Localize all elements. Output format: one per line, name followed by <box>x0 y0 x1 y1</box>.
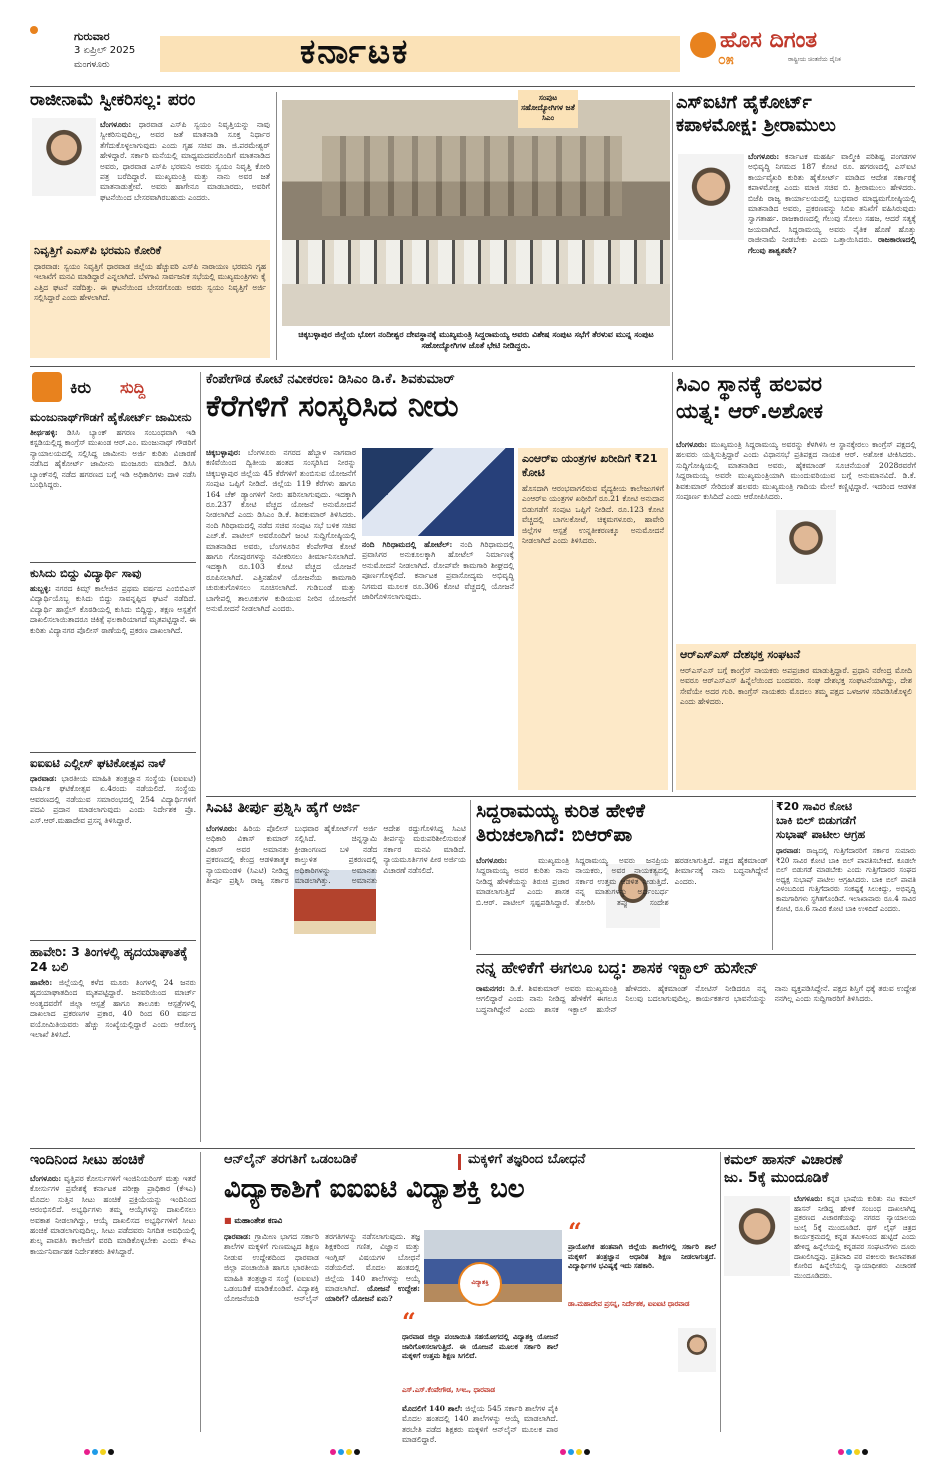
brief-dateline: ಧಾರವಾಡ: <box>30 774 57 783</box>
story-body <box>30 1174 196 1424</box>
body-text: ರಾಜ್ಯದಲ್ಲಿ ಗುತ್ತಿಗೆದಾರರಿಗೆ ಸರ್ಕಾರ ಸುಮಾರು ₹20 ಸಾವಿರ ಕೋಟಿ ಬಾಕಿ ಬಿಲ್ ಪಾವತಿಸಬೇಕಿದೆ. ಕೂಡಲೇ ಬಿಲ್ ಬಿಡುಗಡೆ ಮಾಡಬೇಕು ಎಂದು ಗುತ್ತಿಗೆದಾರರ ಸಂಘದ ಅಧ್ಯಕ್ಷ ಸುಭಾಷ್ ಪಾಟೀಲ ಆಗ್ರಹಿಸಿದರು. ಬಾಕಿ ಬಿಲ್ ಪಾವತಿ ವಿಳಂಬದಿಂದ ಗುತ್ತಿಗೆದಾರರು ಸಂಕಷ್ಟಕ್ಕೆ ಸಿಲುಕಿದ್ದು, ಅಭಿವೃದ್ಧಿ ಕಾಮಗಾರಿಗಳು ಸ್ಥಗಿತಗೊಂಡಿವೆ. ಇಲಾಖಾವಾರು ರೂ.4 ಸಾವಿರ ಕೋಟಿ, ರೂ.6 ಸಾವಿರ ಕೋಟಿ ಬಾಕಿ ಉಳಿದಿದೆ ಎಂದರು. <box>776 847 916 913</box>
story-cet <box>206 800 466 1144</box>
page-number: ೦೫ <box>718 52 734 68</box>
body-text: ಹಿರಿಯ ಪೊಲೀಸ್ ಅಧಿಕಾರಿ ವಿಕಾಸ್ ಕುಮಾರ್ ವಿಕಾಸ್ ಅವರ ಅಮಾನತು ಪ್ರಕರಣದಲ್ಲಿ ಕೇಂದ್ರ ಆಡಳಿತಾತ್ಮಕ ನ್ಯಾಯಮಂಡಳಿ (ಸಿಎಟಿ) ನೀಡಿದ್ದ ತೀರ್ಪು ಪ್ರಶ್ನಿಸಿ ರಾಜ್ಯ ಸರ್ಕಾರ ಬುಧವಾರ ಹೈಕೋರ್ಟ್‌ಗೆ ಅರ್ಜಿ ಸಲ್ಲಿಸಿದೆ. ಚಿನ್ನಸ್ವಾಮಿ ಕ್ರೀಡಾಂಗಣದ ಬಳಿ ನಡೆದ ಕಾಲ್ತುಳಿತ ಪ್ರಕರಣದಲ್ಲಿ ಅಧಿಕಾರಿಗಳನ್ನು ಅಮಾನತು ಮಾಡಲಾಗಿತ್ತು. ಅಮಾನತು ಆದೇಶ ರದ್ದುಗೊಳಿಸಿದ್ದ ಸಿಎಟಿ ತೀರ್ಪನ್ನು ಮರುಪರಿಶೀಲಿಸುವಂತೆ ಸರ್ಕಾರ ಮನವಿ ಮಾಡಿದೆ. ನ್ಯಾಯಮೂರ್ತಿಗಳ ಪೀಠ ಅರ್ಜಿಯ ವಿಚಾರಣೆ ನಡೆಸಲಿದೆ. <box>206 824 466 886</box>
story-body <box>476 856 768 950</box>
mri-body: ಹೊಸದಾಗಿ ಆರಂಭವಾಗಲಿರುವ ವೈದ್ಯಕೀಯ ಕಾಲೇಜುಗಳಿಗೆ ಎಂಆರ್‌ಐ ಯಂತ್ರಗಳ ಖರೀದಿಗೆ ರೂ.21 ಕೋಟಿ ಅನುದಾನ ಬಿಡುಗಡೆಗೆ ಸಂಪುಟ ಒಪ್ಪಿಗೆ ನೀಡಿದೆ. ರೂ.123 ಕೋಟಿ ವೆಚ್ಚದಲ್ಲಿ ಬಾಗಲಕೋಟೆ, ಚಿಕ್ಕಮಗಳೂರು, ಹಾವೇರಿ ಜಿಲ್ಲೆಗಳ ಆಸ್ಪತ್ರೆ ಉನ್ನತೀಕರಣಕ್ಕೂ ಅನುಮೋದನೆ ನೀಡಲಾಗಿದೆ ಎಂದು ತಿಳಿಸಿದರು. <box>522 484 664 546</box>
brief-headline: ಕುಸಿದು ಬಿದ್ದು ವಿದ್ಯಾರ್ಥಿ ಸಾವು <box>30 566 142 580</box>
headline-line-1: ಕಮಲ್ ಹಾಸನ್ ವಿಚಾರಣೆ <box>724 1152 843 1168</box>
registration-marks-left <box>84 1440 116 1459</box>
brief-dateline: ತೀರ್ಥಹಳ್ಳಿ: <box>30 428 58 437</box>
body-text: ಗ್ರಾಮೀಣ ಭಾಗದ ಸರ್ಕಾರಿ ಶಾಲೆಗಳ ಮಕ್ಕಳಿಗೆ ಗುಣಮಟ್ಟದ ಶಿಕ್ಷಣ ನೀಡುವ ಉದ್ದೇಶದಿಂದ ಧಾರವಾಡ ಜಿಲ್ಲಾ ಪಂಚಾಯಿತಿ ಹಾಗೂ ಭಾರತೀಯ ಮಾಹಿತಿ ತಂತ್ರಜ್ಞಾನ ಸಂಸ್ಥೆ (ಐಐಐಟಿ) ಒಡಂಬಡಿಕೆ ಮಾಡಿಕೊಂಡಿವೆ. ವಿದ್ಯಾಶಕ್ತಿ ಯೋಜನೆಯಡಿ ಆನ್‌ಲೈನ್ ತರಗತಿಗಳನ್ನು ನಡೆಸಲಾಗುವುದು. ತಜ್ಞ ಶಿಕ್ಷಕರಿಂದ ಗಣಿತ, ವಿಜ್ಞಾನ ಮತ್ತು ಇಂಗ್ಲಿಷ್ ವಿಷಯಗಳ ಬೋಧನೆ ನಡೆಯಲಿದೆ. ಮೊದಲ ಹಂತದಲ್ಲಿ ಜಿಲ್ಲೆಯ 140 ಶಾಲೆಗಳನ್ನು ಆಯ್ಕೆ ಮಾಡಲಾಗಿದೆ. <box>224 1232 420 1304</box>
registration-marks-center <box>330 1440 362 1459</box>
headline-line-2: ಯತ್ನ: ಆರ್.ಅಶೋಕ <box>676 399 823 423</box>
photo-label: ಸಂಪುಟ ಸಹೋದ್ಯೋಗಿಗಳ ಜತೆ ಸಿಎಂ <box>518 90 578 128</box>
headline: ನನ್ನ ಹೇಳಿಕೆಗೆ ಈಗಲೂ ಬದ್ಧ: ಶಾಸಕ ಇಕ್ಬಾಲ್ ಹುಸೇನ್ <box>476 958 759 977</box>
headline: ಸಿಎಟಿ ತೀರ್ಪು ಪ್ರಶ್ನಿಸಿ ಹೈಗೆ ಅರ್ಜಿ <box>206 800 360 816</box>
extra-label: ಮೊದಲಿಗೆ 140 ಶಾಲೆ: <box>402 1404 463 1413</box>
masthead-day: ಗುರುವಾರ <box>74 30 110 43</box>
kiru-suddi-header <box>30 372 196 406</box>
headline: ಇಂದಿನಿಂದ ಸೀಟು ಹಂಚಿಕೆ <box>30 1152 145 1168</box>
body-text: ಕನ್ನಡ ಭಾಷೆಯ ಕುರಿತು ನಟ ಕಮಲ್ ಹಾಸನ್ ನೀಡಿದ್ದ ಹೇಳಿಕೆ ಸಂಬಂಧ ದಾಖಲಾಗಿದ್ದ ಪ್ರಕರಣದ ವಿಚಾರಣೆಯನ್ನು ನಗರದ ನ್ಯಾಯಾಲಯ ಜುಲೈ 5ಕ್ಕೆ ಮುಂದೂಡಿದೆ. ಥಗ್ ಲೈಫ್ ಚಿತ್ರದ ಕಾರ್ಯಕ್ರಮದಲ್ಲಿ ಕನ್ನಡ ತಮಿಳಿನಿಂದ ಹುಟ್ಟಿದೆ ಎಂದು ಹೇಳಿದ್ದ ಹಿನ್ನೆಲೆಯಲ್ಲಿ ಕನ್ನಡಪರ ಸಂಘಟನೆಗಳು ದೂರು ದಾಖಲಿಸಿದ್ದವು. ಪ್ರತಿವಾದಿ ಪರ ವಕೀಲರು ಕಾಲಾವಕಾಶ ಕೋರಿದ ಹಿನ್ನೆಲೆಯಲ್ಲಿ ನ್ಯಾಯಾಧೀಶರು ವಿಚಾರಣೆ ಮುಂದೂಡಿದರು. <box>794 1195 916 1280</box>
dk-press-photo <box>362 448 514 536</box>
byline-bullet-icon: ■ <box>224 1216 235 1225</box>
body-text: ಕರ್ನಾಟಕ ಮಹರ್ಷಿ ವಾಲ್ಮೀಕಿ ಪರಿಶಿಷ್ಟ ಪಂಗಡಗಳ ಅಭಿವೃದ್ಧಿ ನಿಗಮದ 187 ಕೋಟಿ ರೂ. ಹಗರಣದಲ್ಲಿ ಎಸ್‌ಐಟಿ ಕಾರ್ಯವೈಖರಿ ಕುರಿತು ಹೈಕೋರ್ಟ್ ಮಾಡಿದ ಆದೇಶ ಸರ್ಕಾರಕ್ಕೆ ಕಪಾಳಮೋಕ್ಷ ಎಂದು ಮಾಜಿ ಸಚಿವ ಬಿ. ಶ್ರೀರಾಮುಲು ಹೇಳಿದರು. ಬಿಜೆಪಿ ರಾಜ್ಯ ಕಾರ್ಯಾಲಯದಲ್ಲಿ ಬುಧವಾರ ಮಾಧ್ಯಮಗೋಷ್ಠಿಯಲ್ಲಿ ಮಾತನಾಡಿದ ಅವರು, ಪ್ರಕರಣವನ್ನು ಸಿಬಿಐ ತನಿಖೆಗೆ ವಹಿಸಿರುವುದು ಸ್ವಾಗತಾರ್ಹ. ರಾಜಕಾರಣದಲ್ಲಿ ಗೆಲುವು ಸೋಲು ಸಹಜ, ಆದರೆ ಸತ್ಯಕ್ಕೆ ಜಯವಾಗಿದೆ. ಸಿದ್ದರಾಮಯ್ಯ ಅವರು ನೈತಿಕ ಹೊಣೆ ಹೊತ್ತು ರಾಜೀನಾಮೆ ನೀಡಬೇಕು ಎಂದು ಒತ್ತಾಯಿಸಿದರು. <box>748 152 916 245</box>
brief-body: ಜಿಲ್ಲೆಯಲ್ಲಿ ಕಳೆದ ಮೂರು ತಿಂಗಳಲ್ಲಿ 24 ಜನರು ಹೃದಯಾಘಾತದಿಂದ ಮೃತಪಟ್ಟಿದ್ದಾರೆ. ಜನವರಿಯಿಂದ ಮಾರ್ಚ್ ಅಂತ್ಯದವರೆಗೆ ಜಿಲ್ಲಾ ಆಸ್ಪತ್ರೆ ಹಾಗೂ ತಾಲೂಕು ಆಸ್ಪತ್ರೆಗಳಲ್ಲಿ ದಾಖಲಾದ ಪ್ರಕರಣಗಳ ಪ್ರಕಾರ, 40 ರಿಂದ 60 ವರ್ಷದ ವಯೋಮಿತಿಯವರು ಹೆಚ್ಚು ಸಂಖ್ಯೆಯಲ್ಲಿದ್ದಾರೆ ಎಂದು ಆರೋಗ್ಯ ಇಲಾಖೆ ತಿಳಿಸಿದೆ. <box>30 978 196 1040</box>
masthead-city: ಮಂಗಳೂರು <box>74 60 110 70</box>
lead-photo-block <box>282 90 670 362</box>
story-body <box>776 846 916 942</box>
label-kiru: ಕಿರು <box>70 378 92 397</box>
dateline: ಬೆಂಗಳೂರು: <box>476 856 508 865</box>
rss-body: ಆರ್‌ಎಸ್‌ಎಸ್ ಬಗ್ಗೆ ಕಾಂಗ್ರೆಸ್ ನಾಯಕರು ಅಪಪ್ರಚಾರ ಮಾಡುತ್ತಿದ್ದಾರೆ. ಪ್ರಧಾನಿ ನರೇಂದ್ರ ಮೋದಿ ಅವರೂ ಆರ್‌ಎಸ್‌ಎಸ್ ಹಿನ್ನೆಲೆಯಿಂದ ಬಂದವರು. ಸಂಘ ದೇಶಭಕ್ತ ಸಂಘಟನೆಯಾಗಿದ್ದು, ದೇಶ ಸೇವೆಯೇ ಅದರ ಗುರಿ. ಕಾಂಗ್ರೆಸ್ ನಾಯಕರು ಮೊದಲು ತಮ್ಮ ಪಕ್ಷದ ಒಳಜಗಳ ಸರಿಪಡಿಸಿಕೊಳ್ಳಲಿ ಎಂದು ಹೇಳಿದರು. <box>680 666 912 707</box>
rss-headline: ಆರ್‌ಎಸ್‌ಎಸ್ ದೇಶಭಕ್ತ ಸಂಘಟನೆ <box>680 648 801 661</box>
dateline: ಬೆಂಗಳೂರು: <box>30 1174 62 1183</box>
kiru-suddi-column <box>30 372 196 1142</box>
brief-dateline: ಹಾವೇರಿ: <box>30 978 53 987</box>
body-text: ಧಾರವಾಡ ಎಸ್‌ಪಿ ಸ್ವಯಂ ನಿವೃತ್ತಿಯನ್ನು ನಾವು ಸ್ವೀಕರಿಸುವುದಿಲ್ಲ, ಅವರ ಜತೆ ಮಾತನಾಡಿ ಸೂಕ್ತ ನಿರ್ಧಾರ ತೆಗೆದುಕೊಳ್ಳಲಾಗುವುದು ಎಂದು ಗೃಹ ಸಚಿವ ಡಾ. ಜಿ.ಪರಮೇಶ್ವರ್ ಹೇಳಿದ್ದಾರೆ. ಸರ್ಕಾರಿ ಮನೆಯಲ್ಲಿ ಮಾಧ್ಯಮದವರೊಂದಿಗೆ ಮಾತನಾಡಿದ ಅವರು, ಧಾರವಾಡ ಎಸ್‌ಪಿ ಭರಮನಿ ಅವರು ಸ್ವಯಂ ನಿವೃತ್ತಿ ಕೋರಿ ಪತ್ರ ಬರೆದಿದ್ದಾರೆ. ಮುಖ್ಯಮಂತ್ರಿ ಮತ್ತು ನಾನು ಅವರ ಜತೆ ಮಾತನಾಡುತ್ತೇವೆ. ಅವರು ಹಾಗೇನೂ ಮಾಡಬಾರದು, ಅವರಿಗೆ ಘಟನೆಯಿಂದ ಬೇಸರವಾಗಿರಬಹುದು ಎಂದರು. <box>100 120 270 202</box>
story-kamal <box>724 1152 916 1432</box>
brief-headline: ಐಐಐಟಿ ಎಲ್ಲೀಸ್ ಘಟಿಕೋತ್ಸವ ನಾಳೆ <box>30 756 166 770</box>
body-text: ಮುಖ್ಯಮಂತ್ರಿ ಸಿದ್ದರಾಮಯ್ಯ ಅವರನ್ನು ಕೆಳಗಿಳಿಸಿ ಆ ಸ್ಥಾನಕ್ಕೇರಲು ಕಾಂಗ್ರೆಸ್ ಪಕ್ಷದಲ್ಲಿ ಹಲವರು ಯತ್ನಿಸುತ್ತಿದ್ದಾರೆ ಎಂದು ವಿಧಾನಸಭೆ ಪ್ರತಿಪಕ್ಷದ ನಾಯಕ ಆರ್. ಅಶೋಕ ಟೀಕಿಸಿದರು. ಸುದ್ದಿಗೋಷ್ಠಿಯಲ್ಲಿ ಮಾತನಾಡಿದ ಅವರು, ಹೈಕಮಾಂಡ್ ಸೂಚನೆಯಂತೆ 2028ರವರೆಗೆ ಸಿದ್ದರಾಮಯ್ಯ ಅವರೇ ಮುಖ್ಯಮಂತ್ರಿಯಾಗಿ ಮುಂದುವರಿಯುವ ಬಗ್ಗೆ ಅನುಮಾನವಿದೆ. ಡಿ.ಕೆ. ಶಿವಕುಮಾರ್ ಸೇರಿದಂತೆ ಹಲವರು ಮುಖ್ಯಮಂತ್ರಿ ಗಾದಿಯ ಮೇಲೆ ಕಣ್ಣಿಟ್ಟಿದ್ದಾರೆ. ಇದರಿಂದ ಆಡಳಿತ ಸಂಪೂರ್ಣ ಕುಸಿದಿದೆ ಎಂದು ಆರೋಪಿಸಿದರು. <box>676 440 916 502</box>
story-bill <box>776 800 916 950</box>
headline-line-1: ಸಿದ್ದರಾಮಯ್ಯ ಕುರಿತ ಹೇಳಿಕೆ <box>476 800 645 822</box>
dateline: ಧಾರವಾಡ: <box>776 846 801 855</box>
masthead <box>0 0 945 82</box>
kamal-haasan-photo <box>724 1196 790 1276</box>
brand-tagline: ರಾಷ್ಟ್ರೀಯ ಚಿಂತನೆಯ ದೈನಿಕ <box>788 56 841 63</box>
prasanna-photo <box>678 1328 716 1372</box>
kicker-right: ಮಕ್ಕಳಿಗೆ ತಜ್ಞರಿಂದ ಬೋಧನೆ <box>468 1152 586 1167</box>
section-title: ಕರ್ನಾಟಕ <box>300 32 410 72</box>
dateline: ರಾಮನಗರ: <box>476 984 506 993</box>
label-suddi: ಸುದ್ದಿ <box>120 378 146 397</box>
body-text: ಬೆಂಗಳೂರು ನಗರದ ಹೆಬ್ಬಾಳ ನಾಗವಾರ ಕಣಿವೆಯಿಂದ ದ್ವಿತೀಯ ಹಂತದ ಸಂಸ್ಕರಿಸಿದ ನೀರನ್ನು ಚಿಕ್ಕಬಳ್ಳಾಪುರ ಜಿಲ್ಲೆಯ 45 ಕೆರೆಗಳಿಗೆ ತುಂಬಿಸುವ ಯೋಜನೆಗೆ ಸಂಪುಟ ಒಪ್ಪಿಗೆ ನೀಡಿದೆ. ಜಿಲ್ಲೆಯ 119 ಕೆರೆಗಳು ಹಾಗೂ 164 ಚೆಕ್ ಡ್ಯಾಂಗಳಿಗೆ ನೀರು ಹರಿಸಲಾಗುವುದು. ಇದಕ್ಕಾಗಿ ರೂ.237 ಕೋಟಿ ವೆಚ್ಚದ ಯೋಜನೆ ಅನುಮೋದನೆ ನೀಡಲಾಗಿದೆ ಎಂದು ಡಿಸಿಎಂ ಡಿ.ಕೆ. ಶಿವಕುಮಾರ್ ತಿಳಿಸಿದರು. ನಂದಿ ಗಿರಿಧಾಮದಲ್ಲಿ ನಡೆದ ಸಚಿವ ಸಂಪುಟ ಸಭೆ ಬಳಿಕ ಸಚಿವ ಎಚ್.ಕೆ. ಪಾಟೀಲ್ ಅವರೊಂದಿಗೆ ಜಂಟಿ ಸುದ್ದಿಗೋಷ್ಠಿಯಲ್ಲಿ ಮಾತನಾಡಿದ ಅವರು, ಬೆಂಗಳೂರಿನ ಕೆಂಪೇಗೌಡ ಕೋಟೆ ಹಾಗೂ ಗೋಪುರಗಳನ್ನು ನವೀಕರಿಸಲು ತೀರ್ಮಾನಿಸಲಾಗಿದೆ. ಇದಕ್ಕಾಗಿ ರೂ.103 ಕೋಟಿ ವೆಚ್ಚದ ಯೋಜನೆ ರೂಪಿಸಲಾಗಿದೆ. ಎತ್ತಿನಹೊಳೆ ಯೋಜನೆಯ ಕಾಮಗಾರಿ ಚುರುಕುಗೊಳಿಸಲು ಸೂಚಿಸಲಾಗಿದೆ. ಗುಡಿಬಂಡೆ ಮತ್ತು ಬಾಗೇಪಲ್ಲಿ ತಾಲೂಕುಗಳ ಕುಡಿಯುವ ನೀರಿನ ಯೋಜನೆಗೆ ಅನುಮೋದನೆ ನೀಡಲಾಗಿದೆ ಎಂದರು. <box>206 448 356 614</box>
quote-1-by: ಎಸ್.ಎಸ್.ಕೆಂಪೇಗೌಡ, ಸಿಇಒ, ಧಾರವಾಡ <box>402 1386 495 1394</box>
story-body <box>748 152 916 358</box>
brief-body-wrap <box>30 774 196 924</box>
story-iiit <box>206 1152 716 1445</box>
brief-body-wrap <box>30 978 196 1138</box>
story-body <box>206 824 466 1142</box>
brief-body: ಡಿಸಿಸಿ ಬ್ಯಾಂಕ್ ಹಗರಣ ಸಂಬಂಧವಾಗಿ ಇಡಿ ಕಸ್ಟಡಿಯಲ್ಲಿದ್ದ ಕಾಂಗ್ರೆಸ್ ಮುಖಂಡ ಆರ್.ಎಂ. ಮಂಜುನಾಥ್ ಗೌಡರಿಗೆ ನ್ಯಾಯಾಲಯದಲ್ಲಿ ಸಲ್ಲಿಸಿದ್ದ ಜಾಮೀನು ಅರ್ಜಿ ಕುರಿತು ವಿಚಾರಣೆ ನಡೆಸಿದ ಹೈಕೋರ್ಟ್ ಜಾಮೀನು ಮಂಜೂರು ಮಾಡಿದೆ. ಡಿಸಿಸಿ ಬ್ಯಾಂಕ್‌ನಲ್ಲಿ ನಡೆದ ಹಗರಣದ ಬಗ್ಗೆ ಇಡಿ ಅಧಿಕಾರಿಗಳು ದಾಳಿ ನಡೆಸಿ ಬಂಧಿಸಿದ್ದರು. <box>30 428 196 490</box>
quote-2-by: ಡಾ.ಮಹಾದೇವ ಪ್ರಸನ್ನ, ನಿರ್ದೇಶಕ, ಐಐಐಟಿ ಧಾರವಾಡ <box>568 1300 690 1308</box>
story-body-col-2 <box>362 540 514 790</box>
rss-box <box>676 644 916 790</box>
body-text: ವೃತ್ತಿಪರ ಕೋರ್ಸುಗಳಿಗೆ ಇಂಜಿನಿಯರಿಂಗ್ ಮತ್ತು ಇತರೆ ಕೋರ್ಸುಗಳ ಪ್ರವೇಶಕ್ಕೆ ಕರ್ನಾಟಕ ಪರೀಕ್ಷಾ ಪ್ರಾಧಿಕಾರ (ಕೆಇಎ) ಮೊದಲ ಸುತ್ತಿನ ಸೀಟು ಹಂಚಿಕೆ ಪ್ರಕ್ರಿಯೆಯನ್ನು ಇಂದಿನಿಂದ ಆರಂಭಿಸಲಿದೆ. ಅಭ್ಯರ್ಥಿಗಳು ತಮ್ಮ ಆಯ್ಕೆಗಳನ್ನು ದಾಖಲಿಸಲು ಅವಕಾಶ ನೀಡಲಾಗಿದ್ದು, ಆಯ್ಕೆ ದಾಖಲಿಸದ ಅಭ್ಯರ್ಥಿಗಳಿಗೆ ಸೀಟು ಹಂಚಿಕೆ ಮಾಡಲಾಗುವುದಿಲ್ಲ. ಸೀಟು ಪಡೆದವರು ನಿಗದಿತ ಅವಧಿಯಲ್ಲಿ ಶುಲ್ಕ ಪಾವತಿಸಿ ಕಾಲೇಜಿಗೆ ವರದಿ ಮಾಡಿಕೊಳ್ಳಬೇಕು ಎಂದು ಕೆಇಎ ಕಾರ್ಯನಿರ್ವಾಹಕ ನಿರ್ದೇಶಕರು ತಿಳಿಸಿದ್ದಾರೆ. <box>30 1174 196 1256</box>
section-band <box>160 36 680 72</box>
mri-headline: ಎಂಆರ್‌ಐ ಯಂತ್ರಗಳ ಖರೀದಿಗೆ ₹21 ಕೋಟಿ <box>522 452 658 479</box>
kicker: ಕೆಂಪೇಗೌಡ ಕೋಟೆ ನವೀಕರಣ: ಡಿಸಿಎಂ ಡಿ.ಕೆ. ಶಿವಕುಮಾರ್ <box>206 372 455 387</box>
story-ashok <box>676 372 916 792</box>
brief-dateline: ಹುಬ್ಬಳ್ಳಿ: <box>30 584 52 593</box>
dateline: ಬೆಂಗಳೂರು: <box>100 120 132 129</box>
question-label: ಯಾರಿಗೆ? ಯೋಜನೆ ಏನು? <box>325 1294 393 1304</box>
brief-body: ಭಾರತೀಯ ಮಾಹಿತಿ ತಂತ್ರಜ್ಞಾನ ಸಂಸ್ಥೆಯ (ಐಐಐಟಿ) ವಾರ್ಷಿಕ ಘಟಿಕೋತ್ಸವ ಏ.4ರಂದು ನಡೆಯಲಿದೆ. ಸಂಸ್ಥೆಯ ಆವರಣದಲ್ಲಿ ನಡೆಯುವ ಸಮಾರಂಭದಲ್ಲಿ 254 ವಿದ್ಯಾರ್ಥಿಗಳಿಗೆ ಪದವಿ ಪ್ರದಾನ ಮಾಡಲಾಗುವುದು ಎಂದು ನಿರ್ದೇಶಕ ಪ್ರೊ. ಎಸ್.ಆರ್.ಮಹಾದೇವ ಪ್ರಸನ್ನ ತಿಳಿಸಿದ್ದಾರೆ. <box>30 774 197 825</box>
extra-section <box>402 1404 559 1445</box>
kicker-left: ಆನ್‌ಲೈನ್ ತರಗತಿಗೆ ಒಡಂಬಡಿಕೆ <box>224 1152 358 1167</box>
kicker-divider <box>458 1154 461 1170</box>
headline: ರಾಜೀನಾಮೆ ಸ್ವೀಕರಿಸಲ್ಲ: ಪರಂ <box>30 90 196 110</box>
story-kere <box>206 372 668 792</box>
quote-1 <box>402 1307 558 1402</box>
masthead-date: 3 ಏಪ್ರಿಲ್ 2025 <box>74 45 136 56</box>
headline-line-2: ಕಪಾಳಮೋಕ್ಷ: ಶ್ರೀರಾಮುಲು <box>676 115 836 136</box>
quote-2 <box>568 1217 716 1322</box>
yojane-label: ಯೋಜನೆ ಉದ್ದೇಶ: <box>367 1284 420 1294</box>
bullet-icon <box>30 26 38 34</box>
subhead: ರಾಜಕಾರಣದಲ್ಲಿ ಗೆಲುವು ಶಾಶ್ವತವೇ? <box>748 235 916 255</box>
registration-marks-far-right <box>838 1440 870 1459</box>
story-body <box>100 120 270 238</box>
brief-item <box>30 410 196 560</box>
story-body <box>676 440 916 640</box>
registration-marks-right <box>560 1440 592 1459</box>
extra-body: ಜಿಲ್ಲೆಯ 545 ಸರ್ಕಾರಿ ಶಾಲೆಗಳ ಪೈಕಿ ಮೊದಲ ಹಂತದಲ್ಲಿ 140 ಶಾಲೆಗಳನ್ನು ಆಯ್ಕೆ ಮಾಡಲಾಗಿದೆ. ತರಬೇತಿ ಪಡೆದ ಶಿಕ್ಷಕರು ಮಕ್ಕಳಿಗೆ ಆನ್‌ಲೈನ್ ಮೂಲಕ ಪಾಠ ಮಾಡಲಿದ್ದಾರೆ. <box>402 1404 559 1445</box>
sub-body: ಧಾರವಾಡ: ಸ್ವಯಂ ನಿವೃತ್ತಿಗೆ ಧಾರವಾಡ ಜಿಲ್ಲೆಯ ಹೆಚ್ಚುವರಿ ಎಸ್‌ಪಿ ನಾರಾಯಣ ಭರಮನಿ ಗೃಹ ಇಲಾಖೆಗೆ ಮನವಿ ಮಾಡಿದ್ದಾರೆ ಎನ್ನಲಾಗಿದೆ. ಬೆಳಗಾವಿ ಸಾರ್ವಜನಿಕ ಸಭೆಯಲ್ಲಿ ಮುಖ್ಯಮಂತ್ರಿಗಳು ಕೈ ಎತ್ತಿದ ಘಟನೆ ನಡೆದಿತ್ತು. ಈ ಘಟನೆಯಿಂದ ಬೇಸರಗೊಂಡು ಅವರು ಸ್ವಯಂ ನಿವೃತ್ತಿಗೆ ಅರ್ಜಿ ಸಲ್ಲಿಸಿದ್ದಾರೆ ಎಂದು ಹೇಳಲಾಗಿದೆ. <box>34 262 266 303</box>
parameshwar-photo <box>32 118 96 196</box>
brief-item <box>30 566 196 746</box>
story-body <box>224 1232 420 1432</box>
story-iqbal <box>476 958 916 1144</box>
story-sriramulu <box>676 92 916 360</box>
brief-headline: ಹಾವೇರಿ: 3 ತಿಂಗಳಲ್ಲಿ ಹೃದಯಾಘಾತಕ್ಕೆ 24 ಬಲಿ <box>30 944 188 974</box>
headline-line-2: ತಿರುಚಲಾಗಿದೆ: ಬಿಆರ್‌ಪಾ <box>476 824 633 846</box>
story-bjp <box>476 800 768 950</box>
dateline: ಚಿಕ್ಕಬಳ್ಳಾಪುರ: <box>206 448 241 457</box>
byline-name: ಮಹಾಂತೇಶ ಕಣವಿ <box>234 1216 283 1225</box>
story-seat <box>30 1152 196 1432</box>
headline-line-1: ಎಸ್‌ಐಟಿಗೆ ಹೈಕೋರ್ಟ್ <box>676 92 812 113</box>
dateline: ಬೆಂಗಳೂರು: <box>748 152 780 161</box>
vidyashakti-logo <box>458 1262 502 1306</box>
dateline: ಧಾರವಾಡ: <box>224 1232 251 1241</box>
sub-headline: ನಂದಿ ಗಿರಿಧಾಮದಲ್ಲಿ ಹೋಟೆಲ್: <box>362 540 453 549</box>
story-parameshwar <box>30 90 270 360</box>
story-body <box>794 1194 916 1430</box>
dateline: ಬೆಂಗಳೂರು: <box>676 440 708 449</box>
quote-1-text: ಧಾರವಾಡ ಜಿಲ್ಲಾ ಪಂಚಾಯಿತಿ ಸಹಯೋಗದಲ್ಲಿ ವಿದ್ಯಾಶಕ್ತಿ ಯೋಜನೆ ಜಾರಿಗೊಳಿಸಲಾಗುತ್ತಿದೆ. ಈ ಯೋಜನೆ ಮೂಲಕ ಸರ್ಕಾರಿ ಶಾಲೆ ಮಕ್ಕಳಿಗೆ ಉತ್ತಮ ಶಿಕ್ಷಣ ಸಿಗಲಿದೆ. <box>402 1332 558 1361</box>
headline-line-1: ₹20 ಸಾವಿರ ಕೋಟಿ <box>776 800 853 813</box>
quote-open-icon: “ <box>402 1307 416 1336</box>
body-text: ಡಿ.ಕೆ. ಶಿವಕುಮಾರ್ ಅವರು ಮುಖ್ಯಮಂತ್ರಿ ಆಗಲಿದ್ದಾರೆ ಎಂದು ನಾನು ನೀಡಿದ್ದ ಹೇಳಿಕೆಗೆ ಈಗಲೂ ಬದ್ಧನಾಗಿದ್ದೇನೆ ಎಂದು ಶಾಸಕ ಇಕ್ಬಾಲ್ ಹುಸೇನ್ ಹೇಳಿದರು. ಹೈಕಮಾಂಡ್ ನೋಟಿಸ್ ನೀಡಿದರೂ ನನ್ನ ನಿಲುವು ಬದಲಾಗುವುದಿಲ್ಲ. ಕಾರ್ಯಕರ್ತರ ಭಾವನೆಯನ್ನು ನಾನು ವ್ಯಕ್ತಪಡಿಸಿದ್ದೇನೆ. ಪಕ್ಷದ ಶಿಸ್ತಿಗೆ ಧಕ್ಕೆ ತರುವ ಉದ್ದೇಶ ನನಗಿಲ್ಲ ಎಂದು ಸುದ್ದಿಗಾರರಿಗೆ ತಿಳಿಸಿದರು. <box>476 984 916 1014</box>
logo-text: ವಿದ್ಯಾಶಕ್ತಿ <box>471 1279 489 1286</box>
brief-body-wrap <box>30 428 196 546</box>
lotus-icon <box>690 32 716 58</box>
finger-icon <box>32 372 62 402</box>
body-text: ಮುಖ್ಯಮಂತ್ರಿ ಸಿದ್ದರಾಮಯ್ಯ ಅವರ ಕುರಿತು ನಾನು ನೀಡಿದ್ದ ಹೇಳಿಕೆಯನ್ನು ತಿರುಚಿ ಪ್ರಚಾರ ಮಾಡಲಾಗುತ್ತಿದೆ ಎಂದು ಶಾಸಕ ಬಿ.ಆರ್. ಪಾಟೀಲ್ ಸ್ಪಷ್ಟಪಡಿಸಿದ್ದಾರೆ. ಸಿದ್ದರಾಮಯ್ಯ ಅವರು ಜನಪ್ರಿಯ ನಾಯಕರು, ಅವರ ನಾಯಕತ್ವದಲ್ಲಿ ಸರ್ಕಾರ ಉತ್ತಮ ಆಡಳಿತ ನೀಡುತ್ತಿದೆ. ನನ್ನ ಮಾತುಗಳನ್ನು ಅರ್ಧಂಬರ್ಧ ತೋರಿಸಿ ತಪ್ಪು ಸಂದೇಶ ಹರಡಲಾಗುತ್ತಿದೆ. ಪಕ್ಷದ ಹೈಕಮಾಂಡ್ ತೀರ್ಮಾನಕ್ಕೆ ನಾನು ಬದ್ಧನಾಗಿದ್ದೇನೆ ಎಂದರು. <box>476 856 768 907</box>
brief-item <box>30 944 196 1140</box>
photo-caption: ಚಿಕ್ಕಬಳ್ಳಾಪುರ ಜಿಲ್ಲೆಯ ಭೋಗ ನಂದೀಶ್ವರ ದೇವಸ್ಥಾನಕ್ಕೆ ಮುಖ್ಯಮಂತ್ರಿ ಸಿದ್ದರಾಮಯ್ಯ ಅವರು ವಿಶೇಷ ಸಂಪುಟ ಸಭೆಗೆ ತೆರಳುವ ಮುನ್ನ ಸಂಪುಟ ಸಹೋದ್ಯೋಗಿಗಳ ಜೊತೆ ಭೇಟಿ ನೀಡಿದ್ದರು. <box>298 330 654 350</box>
brief-headline: ಮಂಜುನಾಥ್‌ಗೌಡಗೆ ಹೈಕೋರ್ಟ್ ಜಾಮೀನು <box>30 410 192 424</box>
story-body-col-1 <box>206 448 356 790</box>
headline-line-1: ಸಿಎಂ ಸ್ಥಾನಕ್ಕೆ ಹಲವರ <box>676 372 822 396</box>
headline: ವಿದ್ಯಾಕಾಶಿಗೆ ಐಐಐಟಿ ವಿದ್ಯಾಶಕ್ತಿ ಬಲ <box>224 1174 525 1204</box>
quote-2-text: ಪ್ರಾಯೋಗಿಕ ಹಂತವಾಗಿ ಜಿಲ್ಲೆಯ ಶಾಲೆಗಳಲ್ಲಿ ಸರ್ಕಾರಿ ಶಾಲೆ ಮಕ್ಕಳಿಗೆ ತಂತ್ರಜ್ಞಾನ ಆಧಾರಿತ ಶಿಕ್ಷಣ ನೀಡಲಾಗುತ್ತದೆ. ವಿದ್ಯಾರ್ಥಿಗಳ ಭವಿಷ್ಯಕ್ಕೆ ಇದು ಸಹಕಾರಿ. <box>568 1242 716 1271</box>
brief-body: ನಗರದ ಕಿಮ್ಸ್ ಕಾಲೇಜಿನ ಪ್ರಥಮ ವರ್ಷದ ಎಂಬಿಬಿಎಸ್ ವಿದ್ಯಾರ್ಥಿಯೊಬ್ಬ ಕುಸಿದು ಬಿದ್ದು ಸಾವನ್ನಪ್ಪಿದ ಘಟನೆ ನಡೆದಿದೆ. ವಿದ್ಯಾರ್ಥಿ ಹಾಸ್ಟೆಲ್ ಕೊಠಡಿಯಲ್ಲಿ ಕುಸಿದು ಬಿದ್ದಿದ್ದು, ತಕ್ಷಣ ಆಸ್ಪತ್ರೆಗೆ ದಾಖಲಿಸಲಾಯಿತಾದರೂ ಚಿಕಿತ್ಸೆ ಫಲಕಾರಿಯಾಗದೆ ಮೃತಪಟ್ಟಿದ್ದಾನೆ. ಈ ಕುರಿತು ವಿದ್ಯಾನಗರ ಪೊಲೀಸ್ ಠಾಣೆಯಲ್ಲಿ ಪ್ರಕರಣ ದಾಖಲಾಗಿದೆ. <box>30 584 196 635</box>
cabinet-group-photo <box>282 100 670 326</box>
mri-box <box>518 448 668 790</box>
headline-line-3: ಸುಭಾಷ್ ಪಾಟೀಲ ಆಗ್ರಹ <box>776 828 866 841</box>
sub-box <box>30 240 270 358</box>
dateline: ಬೆಂಗಳೂರು: <box>794 1194 823 1203</box>
headline-line-2: ಜು. 5ಕ್ಕೆ ಮುಂದೂಡಿಕೆ <box>724 1170 829 1186</box>
byline <box>224 1216 282 1226</box>
headline-line-2: ಬಾಕಿ ಬಿಲ್ ಬಿಡುಗಡೆಗೆ <box>776 814 856 827</box>
sriramulu-photo <box>678 154 744 240</box>
brief-item <box>30 756 196 936</box>
dateline: ಬೆಂಗಳೂರು: <box>206 824 238 833</box>
sub-body: ನಂದಿ ಗಿರಿಧಾಮದಲ್ಲಿ ಪ್ರವಾಸಿಗರ ಅನುಕೂಲಕ್ಕಾಗಿ ಹೋಟೆಲ್ ನಿರ್ಮಾಣಕ್ಕೆ ಅನುಮೋದನೆ ನೀಡಲಾಗಿದೆ. ರೋಪ್‌ವೇ ಕಾಮಗಾರಿ ಶೀಘ್ರದಲ್ಲಿ ಪೂರ್ಣಗೊಳ್ಳಲಿದೆ. ಕರ್ನಾಟಕ ಪ್ರವಾಸೋದ್ಯಮ ಅಭಿವೃದ್ಧಿ ನಿಗಮದ ಮೂಲಕ ರೂ.306 ಕೋಟಿ ವೆಚ್ಚದಲ್ಲಿ ಯೋಜನೆ ಜಾರಿಗೊಳಿಸಲಾಗುವುದು. <box>362 540 514 602</box>
brand-name: ಹೊಸ ದಿಗಂತ <box>720 28 818 53</box>
brand-logo <box>690 28 916 68</box>
brief-body-wrap <box>30 584 196 742</box>
story-body <box>476 984 916 1142</box>
headline: ಕೆರೆಗಳಿಗೆ ಸಂಸ್ಕರಿಸಿದ ನೀರು <box>206 389 459 424</box>
sub-headline: ನಿವೃತ್ತಿಗೆ ಎಎಸ್‌ಪಿ ಭರಮನಿ ಕೋರಿಕೆ <box>34 244 162 257</box>
quote-open-icon: “ <box>568 1217 582 1246</box>
